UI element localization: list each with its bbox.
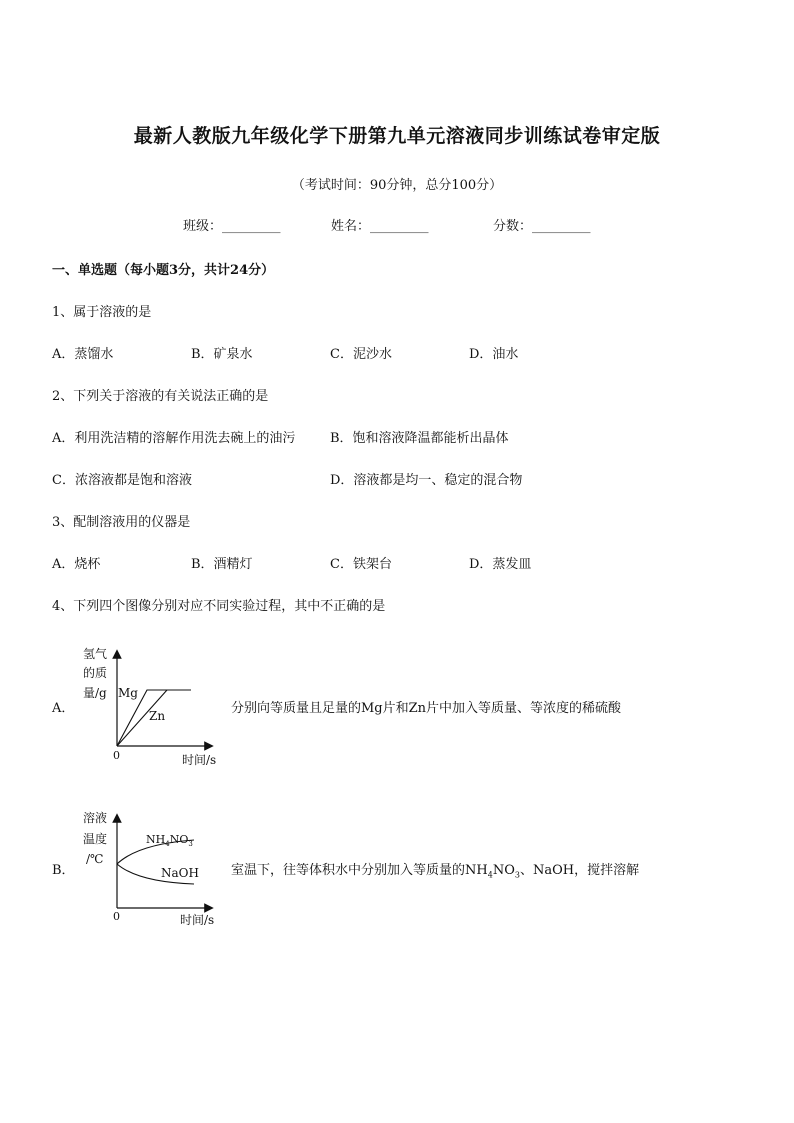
class-field: 班级：_________ [183, 219, 281, 234]
q2-option-a: A．利用洗洁精的溶解作用洗去碗上的油污 [52, 431, 296, 446]
q3-option-b: B．酒精灯 [191, 557, 253, 572]
q2-option-b: B．饱和溶液降温都能析出晶体 [330, 431, 509, 446]
page-title: 最新人教版九年级化学下册第九单元溶液同步训练试卷审定版 [133, 125, 661, 147]
q2-option-d: D．溶液都是均一、稳定的混合物 [330, 473, 523, 488]
name-field: 姓名：_________ [331, 219, 429, 234]
q3-option-a: A．烧杯 [52, 557, 101, 572]
graph-a-ylabel-1: 氢气 [83, 647, 108, 661]
question-4-stem: 4、下列四个图像分别对应不同实验过程，其中不正确的是 [52, 599, 386, 614]
q1-option-d: D．油水 [469, 347, 519, 362]
graph-a-zn-label: Zn [149, 709, 166, 723]
q3-option-c: C．铁架台 [330, 557, 392, 572]
q4-option-b-description: 室温下，往等体积水中分别加入等质量的$NH_4NO_3$、NaOH，搅拌溶解 [231, 863, 640, 880]
graph-b-ylabel-2: 温度 [83, 832, 108, 846]
graph-b-origin: 0 [113, 910, 120, 923]
question-3-stem: 3、配制溶液用的仪器是 [52, 515, 191, 530]
graph-b-xlabel: 时间/s [180, 913, 215, 927]
exam-subtitle: （考试时间：90分钟，总分100分） [291, 178, 503, 193]
q4-option-a-description: 分别向等质量且足量的Mg片和Zn片中加入等质量、等浓度的稀硫酸 [231, 701, 622, 716]
graph-a-origin: 0 [113, 749, 120, 762]
graph-a-xlabel: 时间/s [182, 753, 217, 767]
graph-a-ylabel-2: 的质 [83, 666, 108, 680]
question-1-stem: 1、属于溶液的是 [52, 305, 152, 320]
graph-a-hydrogen-mass [76, 642, 226, 772]
q1-option-b: B．矿泉水 [191, 347, 253, 362]
graph-b-ylabel-1: 溶液 [83, 811, 108, 825]
q4-option-a: A． [52, 701, 75, 716]
graph-a-ylabel-3: 量/g [83, 686, 107, 700]
graph-b-ylabel-3: /℃ [86, 852, 104, 866]
q3-option-d: D．蒸发皿 [469, 557, 532, 572]
graph-a-mg-label: Mg [118, 686, 138, 700]
graph-b-solution-temperature [76, 806, 226, 936]
score-field: 分数：_________ [493, 219, 591, 234]
q1-option-c: C．泥沙水 [330, 347, 392, 362]
q4-option-b: B． [52, 863, 75, 878]
section-heading: 一、单选题（每小题3分，共计24分） [52, 263, 275, 278]
graph-b-nh4no3-label: $NH_4NO_3$ [146, 833, 193, 848]
q2-option-c: C．浓溶液都是饱和溶液 [52, 473, 192, 488]
question-2-stem: 2、下列关于溶液的有关说法正确的是 [52, 389, 269, 404]
q1-option-a: A．蒸馏水 [52, 347, 114, 362]
graph-b-naoh-label: NaOH [161, 866, 199, 880]
